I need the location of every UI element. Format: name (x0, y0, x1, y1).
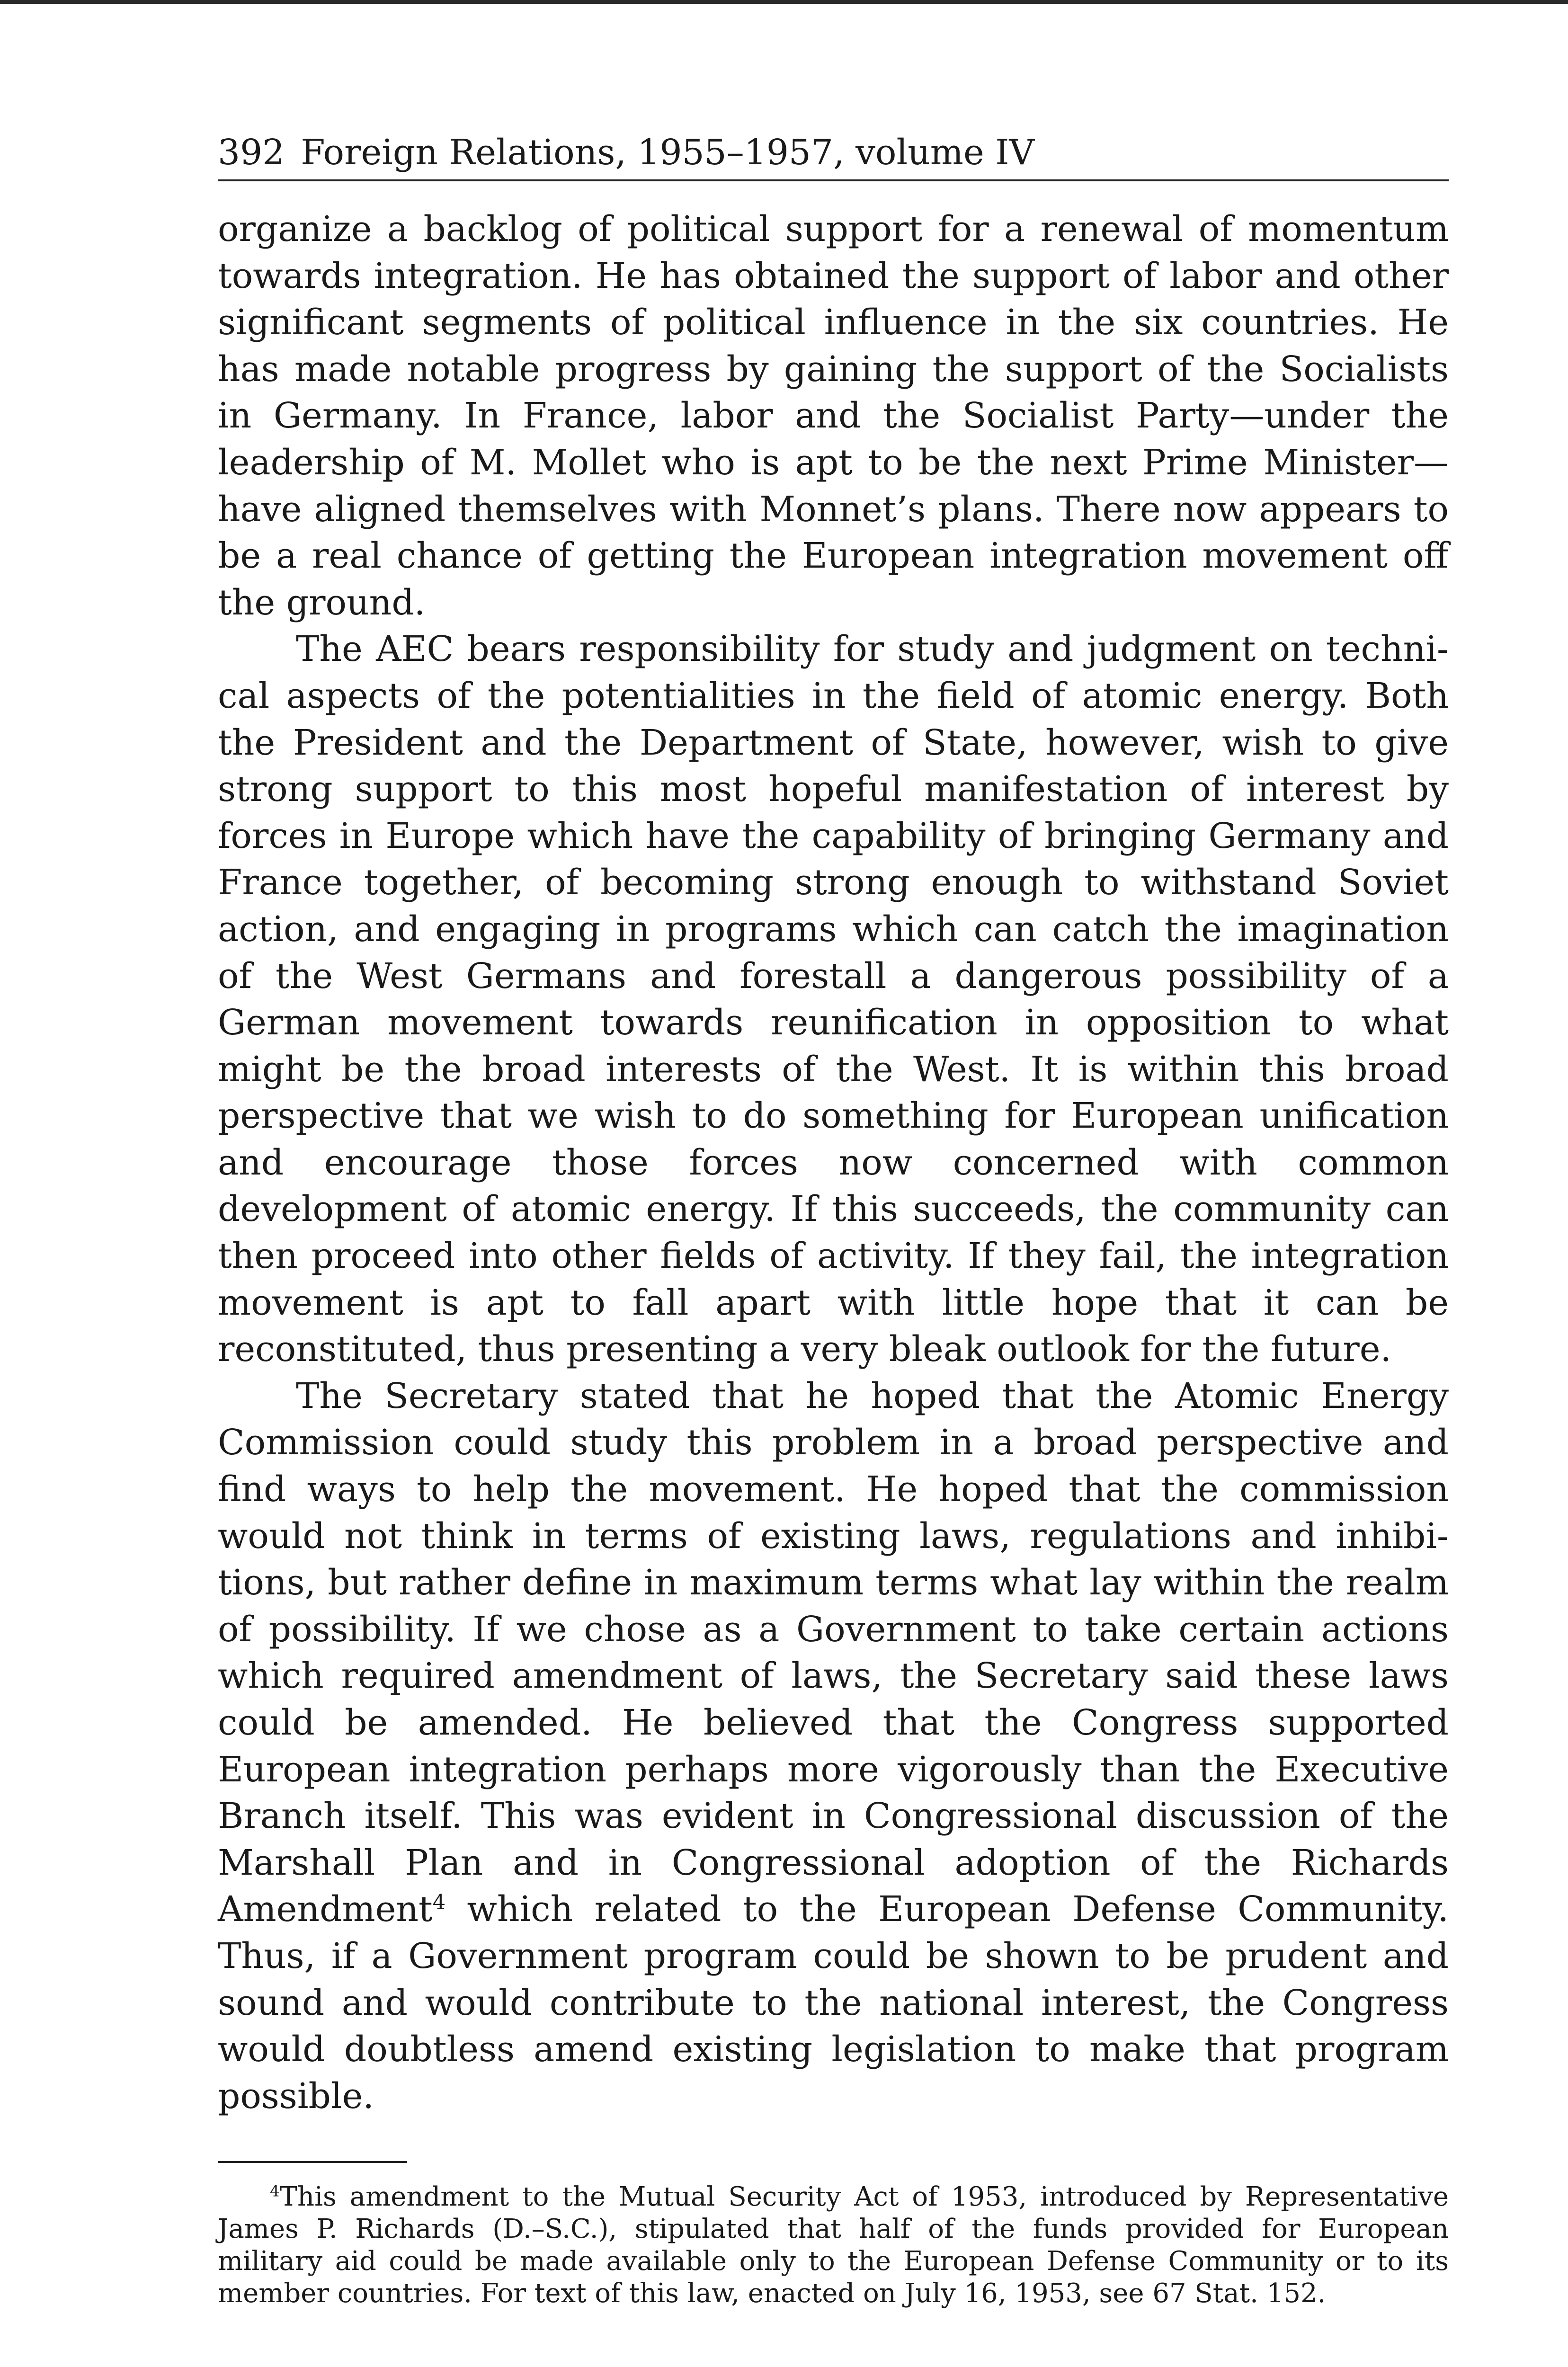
footnote-paragraph (218, 2181, 1449, 2310)
running-title: Foreign Relations, 1955–1957, volume IV (301, 132, 1034, 173)
footnote-divider (218, 2161, 407, 2163)
page-number: 392 (218, 132, 285, 173)
paragraph-1: organize a backlog of political support for a renewal of momentum towards integration. He has obtained the support of labor and other significant segments of political influence in the six countries. He has made notable progress by gaining the support of the Socialists in Germany. In France, labor and the Socialist Party—under the leadership of M. Mollet who is apt to be the next Prime Minister—have aligned themselves with Monnet’s plans. There now appears to be a real chance of getting the European integration movement off the ground. (218, 209, 1449, 623)
paragraph-3 (218, 1373, 1449, 2120)
paragraph-2: The AEC bears responsibility for study and judgment on technical aspects of the potentialities in the field of atomic energy. Both the President and the Department of State, however, wish to give strong support to this most hopeful manifestation of interest by forces in Europe which have the capability of bringing Germany and France together, of becoming strong enough to withstand Soviet action, and engaging in programs which can catch the imagination of the West Germans and forestall a dangerous possibility of a German movement towards reunification in opposition to what might be the broad interests of the West. It is within this broad perspective that we wish to do something for European unification and encourage those forces now concerned with common development of atomic energy. If this succeeds, the community can then proceed into other fields of activity. If they fail, the integration movement is apt to fall apart with little hope that it can be reconstituted, thus presenting a very bleak outlook for the future. (218, 629, 1449, 1370)
footnote-marker: 4 (270, 2182, 280, 2200)
top-edge-rule (0, 0, 1568, 4)
running-header (218, 132, 1449, 181)
paragraph-3-text-after-ref: which related to the European Defense Community. Thus, if a Government program could be shown to be prudent and sound and would contribute to the national interest, the Congress would doubtless amend existing legislation to make that program possible. (218, 1889, 1449, 2117)
body-text (218, 206, 1449, 2119)
footnote-reference: 4 (432, 1890, 446, 1914)
footnote-text: This amendment to the Mutual Security Act of 1953, introduced by Representative James P. Richards (D.–S.C.), stipulated that half of the funds provided for European military aid could be made available only to the European Defense Community or to its member countries. For text of this law, enacted on July 16, 1953, see 67 Stat. 152. (218, 2181, 1449, 2309)
footnote (218, 2181, 1449, 2310)
document-page (218, 132, 1449, 2310)
paragraph-3-text-before-ref: The Secretary stated that he hoped that the Atomic Energy Commission could study this problem in a broad perspective and find ways to help the movement. He hoped that the commission would not think in terms of existing laws, regulations and inhibitions, but rather define in maximum terms what lay within the realm of possibility. If we chose as a Government to take certain actions which required amendment of laws, the Secretary said these laws could be amended. He believed that the Congress supported European integration perhaps more vigorously than the Executive Branch itself. This was evident in Congressional discussion of the Marshall Plan and in Congressional adoption of the Richards Amendment (218, 1375, 1449, 1930)
